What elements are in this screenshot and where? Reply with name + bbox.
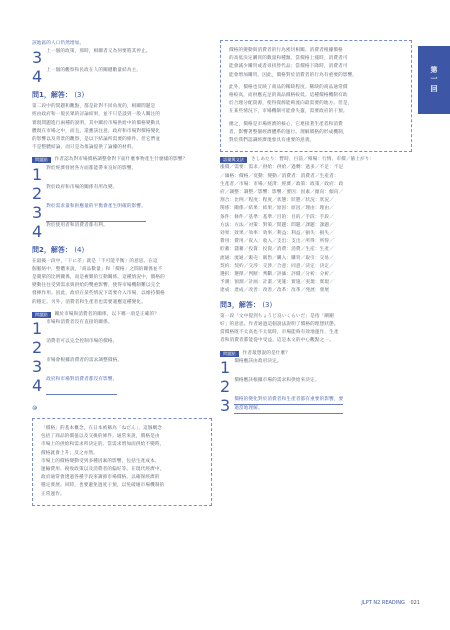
question-prompt: 關於市場與消費者的關係，以下哪一項是正確的？ (54, 311, 159, 317)
question-1-title: 問1，解答： (32, 91, 72, 100)
translation-line: 市場上的供給和需求所決定的。當需求增加而供給不變時， (41, 442, 165, 448)
question-badge: 問題點 (32, 312, 51, 318)
question-prompt: 作者最想說的是什麼？ (242, 350, 291, 356)
option-row (32, 67, 212, 86)
option-text: 上一個的觀察和民政在人的關鍵數量結為主。 (46, 68, 142, 74)
explanation-line: 實現問題進行兩種的說明。其中關於市場供給中的價格變動具 (32, 120, 161, 126)
option-text: 消費者可以完全控制市場的價格。 (46, 339, 118, 345)
answer-option-correct (32, 203, 212, 222)
question-2-heading (32, 246, 212, 255)
option-number: 4 (32, 221, 43, 241)
translation-line: 「價格」的基本概念，在日本被稱為「ねだん」，這個概念 (41, 426, 163, 432)
option-text: 價格應該根據市場的需求和供給來決定。 (234, 377, 320, 383)
translation-line: 市場上的價格變動受到多種因素的影響，包括生產成本、 (41, 458, 160, 464)
vocab-line: 府／調整：調整／影響：影響／要因：因素／傾向：傾向／ (220, 190, 344, 196)
question-prompt-row (32, 311, 212, 319)
vocab-line: 選択：選擇／判断：判斷／評価：評價／分析：分析／ (220, 272, 334, 278)
left-column (32, 40, 212, 506)
vocab-line: 費用：費用／収入：收入／支出：支出／所得：所得／ (220, 239, 334, 245)
answer-option (32, 338, 212, 357)
option-text: 市場會根據消費者的需求調整價格。 (46, 358, 123, 364)
option-text: 上一個的政策，那時，相關者又為何要將其停止。 (46, 49, 151, 55)
explanation-line: 是簡單的比例關係，而是複雜的互動關係。這種情況中，價格的 (32, 275, 165, 281)
question-3-title: 問3，解答： (220, 300, 260, 309)
translation-line: 總之，價格是市場經濟的核心，它連接著生產者和消費 (229, 121, 343, 127)
vocab-line: 方法：方法／対策：對策／問題：問題／課題：課題／ (220, 222, 334, 228)
vocab-line: 達成：達成／改善：改善／改革：改革／発展：發展 (220, 288, 330, 294)
translation-box (220, 40, 412, 152)
vocab-line: 貯蓄：儲蓄／投資：投資／消費：消費／生産：生產／ (220, 247, 334, 253)
translation-line: 的高低決定購買的數量和種類。當價格上漲時，消費者可 (229, 56, 348, 62)
vocab-line: 予測：預測／計画：計畫／実施：實施／実現：實現／ (220, 280, 334, 286)
vocab-line: 漲價／需要：需求／供給：供給／過剰：過多／不足：不足 (220, 165, 344, 171)
answer-option (220, 358, 412, 377)
question-prompt: 作者認為對市場價格調整會對下面什麼事物產生什麼樣的影響？ (54, 157, 188, 163)
option-text: 對於需求量和供應量的平衡會產生明確的影響。 (46, 203, 146, 222)
translation-line: 運輸費用、稅收政策以及消費者的偏好等。在現代經濟中， (41, 467, 165, 473)
option-row (32, 48, 212, 67)
answer-option (32, 222, 212, 241)
answer-option (32, 165, 212, 184)
vocab-line: 割合：比例／程度：程度／状態：狀態／状況：狀況／ (220, 198, 334, 204)
chapter-tab-line2: 一 (430, 75, 438, 84)
translation-line: 者，影響著整個經濟體系的運行。理解價格的形成機制， (229, 129, 348, 135)
vocab-line: 流通：流通／販売：販售／購入：購買／取引：交易／ (220, 255, 334, 261)
question-1-heading (32, 91, 212, 100)
question-2-title: 問2，解答： (32, 245, 72, 254)
explanation-line: 在最後一段中，「干に差」就是「不可能平衡」的意思。在這 (32, 258, 158, 264)
vocab-line: 生產者／市場：市場／経済：經濟／政策：政策／政府：政 (220, 181, 344, 187)
translation-line: 正常運作。 (41, 491, 65, 497)
option-text: 價格的變化對於消費者和生產者都有重要的影響，要 (234, 396, 343, 405)
option-number: 4 (32, 376, 43, 396)
section-mark: ⑩ (32, 405, 38, 413)
chapter-tab-line3: 回 (430, 84, 438, 93)
explanation-line: 個脈絡中，整體來說，「商品數量」和「價格」之間的關係並不 (32, 266, 163, 272)
vocab-line: 契約：契約／交渉：交涉／合意：同意／決定：決定／ (220, 263, 334, 269)
option-number: 2 (32, 338, 43, 358)
answer-option-correct (220, 396, 412, 415)
answer-option (32, 357, 212, 376)
option-text: 價格應該由政府決定。 (234, 358, 282, 364)
explanation-line: 不是整體結論，而只是為推論提供了論據的材料。 (32, 145, 137, 151)
explanation-line: 當價格既不太高也不太低時，市場能夠有效地運作，生產 (220, 330, 339, 336)
vocab-line: ／価格：價格／変動：變動／消費者：消費者／生産者： (220, 173, 339, 179)
option-number: 3 (220, 395, 231, 415)
option-number: 2 (220, 376, 231, 396)
vocab-line: 条件：條件／基準：基準／目的：目的／手段：手段／ (220, 214, 334, 220)
translation-line: 政府通常會透過各種手段來調節市場價格，以確保經濟的 (41, 475, 160, 481)
question-2-answer: (4) (74, 245, 85, 254)
chapter-tab-line1: 第 (430, 66, 438, 75)
translation-line: 在某些情況下，市場機制可能會失靈，需要政府的干預。 (229, 109, 348, 115)
answer-option (32, 184, 212, 203)
page-number: 021 (410, 600, 420, 606)
option-number: 3 (32, 357, 43, 377)
vocab-badge: 語彙與文法 (220, 157, 247, 163)
explanation-line: 經由政府和一般民眾的討論結果，並不只是談到一般人關注的 (32, 112, 161, 118)
intro-line: 該地區的人口仍然增加。 (32, 41, 85, 46)
option-text: 對於使用者和消費者都有利。 (46, 222, 108, 228)
translation-line: 於合理分配資源，使得資源能夠流向最需要的地方。但是， (229, 101, 353, 107)
option-number: 2 (32, 183, 43, 203)
footer-label: JLPT N2 READING (361, 600, 405, 606)
translation-line: 能會減少購買或者尋找替代品；當價格下降時，消費者可 (229, 64, 348, 70)
option-text-block (234, 396, 343, 415)
explanation-line: 體現在市場之中，而且，還應該注意，政府和市場對價格變化 (32, 128, 161, 134)
vocab-line: さしあたり：暫時、目前／相場：行情、市價／値上がり： (250, 157, 375, 163)
translation-line: 穩定發展。同時，也要避免過度干預，以免破壞市場機制的 (41, 483, 165, 489)
explanation-line: 的穩定。另外，消費者和生產者也需要適應這種變化。 (32, 299, 146, 305)
option-number: 3 (32, 48, 43, 68)
answer-option (220, 377, 412, 396)
option-number: 1 (32, 319, 43, 339)
vocab-line: 効果：效果／効率：效率／利益：利益／損失：損失／ (220, 231, 334, 237)
explanation-line: 第一段「文中提到ちょうど良いくらいだ」是指「剛剛 (220, 313, 334, 319)
option-number: 3 (32, 202, 43, 222)
question-prompt-row (32, 156, 212, 164)
translation-line: 包括了商品的價值以及交換的條件。通常來說，價格是由 (41, 434, 160, 440)
translation-line: 價格的變動與消費者的行為密切相關。消費者根據價格 (229, 48, 343, 53)
page-footer (330, 600, 420, 606)
chapter-tab (418, 46, 450, 114)
option-number: 1 (220, 357, 231, 377)
answer-option (32, 319, 212, 338)
translation-box (32, 418, 212, 506)
option-text: 政府和市場對消費者都沒有影響。 (46, 376, 117, 395)
question-3-answer: (3) (262, 300, 273, 309)
explanation-line: 第二段中的問題和觀點，都是針對不同角度的，相關問題是 (32, 104, 156, 110)
translation-line: 對於我們認識經濟現象具有重要的意義。 (229, 138, 315, 144)
question-1-answer: (3) (74, 91, 85, 100)
right-column (220, 40, 412, 415)
translation-line: 格較高，而供應充足的商品價格較低。這種價格機制有助 (229, 93, 348, 99)
question-prompt-row (220, 350, 412, 358)
question-badge: 問題點 (220, 351, 239, 357)
explanation-line: 發揮作用。因此，政府在某些情況下需要介入市場，以維持價格 (32, 291, 165, 297)
question-badge: 問題點 (32, 157, 51, 163)
translation-line: 價格就會上升；反之亦然。 (41, 450, 98, 456)
option-text: 市場和消費者沒有直接的關係。 (46, 320, 113, 326)
translation-line: 此外，價格也反映了商品的稀缺程度。稀缺的商品通常價 (229, 84, 348, 90)
option-text: 對於政府和市場的關係有所改變。 (46, 184, 118, 190)
vocab-line: 関係：關係／結果：結果／原因：原因／理由：理由／ (220, 206, 334, 212)
explanation-line: 變動往往受到需求與供給的雙重影響，使得市場機制難以完全 (32, 283, 161, 289)
vocab-row (220, 156, 412, 164)
option-text: 對於經濟發展各方面都能帶來良好的影響。 (46, 165, 137, 171)
option-text: 適當地理解。 (234, 405, 343, 414)
explanation-line: 者和消費者都能從中受益。這是本文的中心觀點之一。 (220, 338, 334, 344)
explanation-line: 好」的意思。作者通過這個說法說明了價格的理想狀態。 (220, 321, 339, 327)
translation-line: 能會增加購買。因此，價格對於消費者的行為有重要的影響。 (229, 72, 358, 78)
answer-option-correct (32, 376, 212, 395)
option-number: 1 (32, 164, 43, 184)
option-number: 4 (32, 67, 43, 87)
explanation-line: 的影響以及背景的觀察，是以下結論所需要的條件。但它們並 (32, 137, 161, 143)
question-3-heading (220, 301, 412, 310)
